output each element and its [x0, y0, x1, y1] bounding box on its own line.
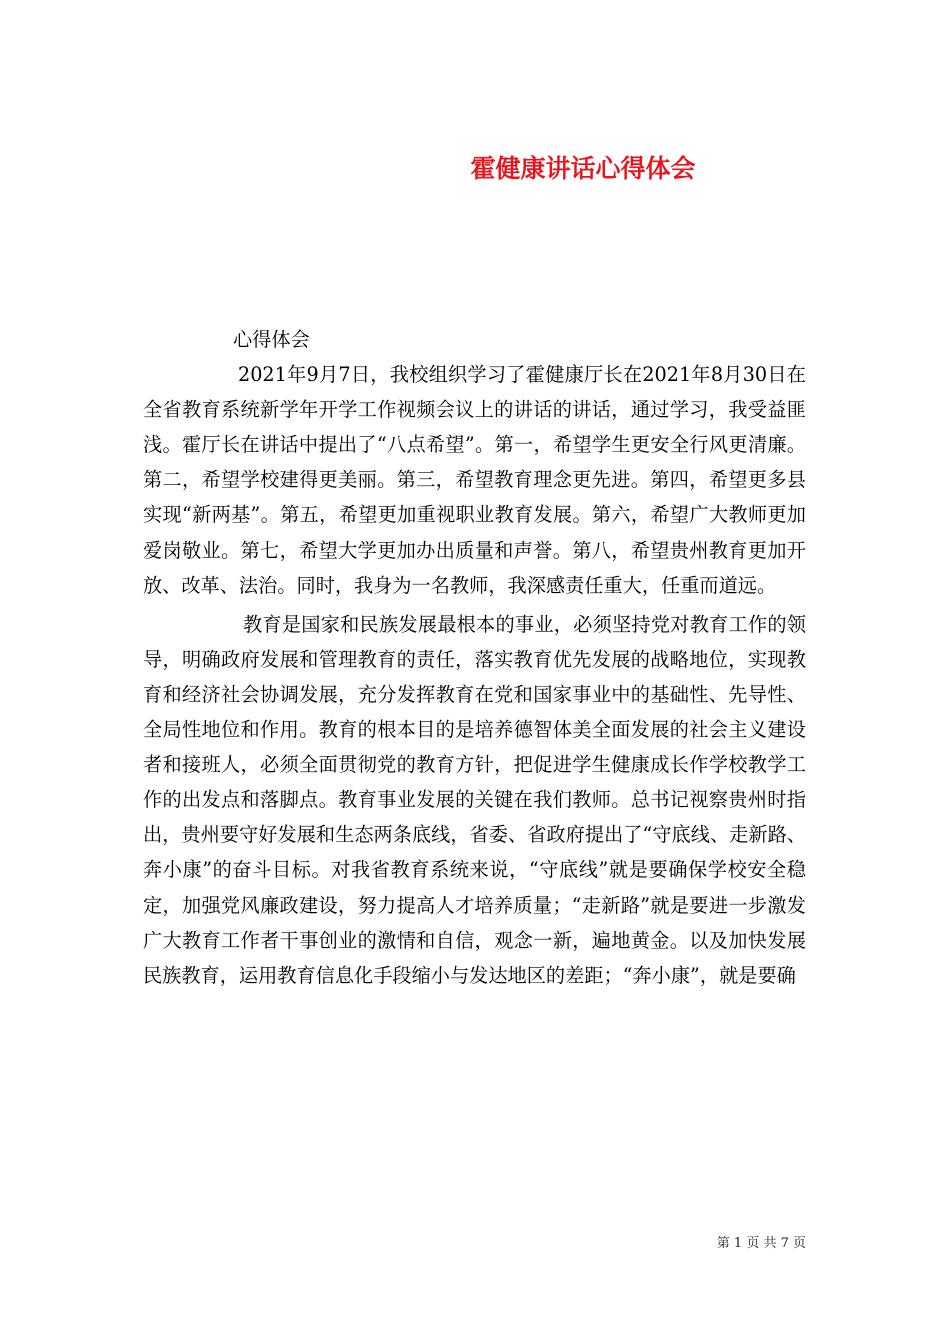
paragraph-1: 2021年9月7日，我校组织学习了霍健康厅长在2021年8月30日在全省教育系统新学年开学工作视频会议上的讲话的讲话，通过学习，我受益匪浅。霍厅长在讲话中提出了“八点希望”。第一，希望学生更安全行风更清廉。第二，希望学校建得更美丽。第三，希望教育理念更先进。第四，希望更多县实现“新两基”。第五，希望更加重视职业教育发展。第六，希望广大教师更加爱岗敬业。第七，希望大学更加办出质量和声誉。第八，希望贵州教育更加开放、改革、法治。同时，我身为一名教师，我深感责任重大，任重而道远。: [143, 363, 806, 597]
document-title: 霍健康讲话心得体会: [470, 153, 696, 183]
page-number: 第 1 页 共 7 页: [716, 1236, 806, 1251]
paragraph-2: 教育是国家和民族发展最根本的事业，必须坚持党对教育工作的领导，明确政府发展和管理教育的责任，落实教育优先发展的战略地位，实现教育和经济社会协调发展，充分发挥教育在党和国家事业中的基础性、先导性、全局性地位和作用。教育的根本目的是培养德智体美全面发展的社会主义建设者和接班人，必须全面贯彻党的教育方针，把促进学生健康成长作学校教学工作的出发点和落脚点。教育事业发展的关键在我们教师。总书记视察贵州时指出，贵州要守好发展和生态两条底线，省委、省政府提出了“守底线、走新路、奔小康”的奋斗目标。对我省教育系统来说，“守底线”就是要确保学校安全稳定，加强党风廉政建设，努力提高人才培养质量；“走新路”就是要进一步激发广大教育工作者干事创业的激情和自信，观念一新，遍地黄金。以及加快发展民族教育，运用教育信息化手段缩小与发达地区的差距；“奔小康”，就是要确: [143, 612, 806, 987]
document-body: [143, 322, 806, 993]
section-heading: 心得体会: [233, 328, 310, 351]
